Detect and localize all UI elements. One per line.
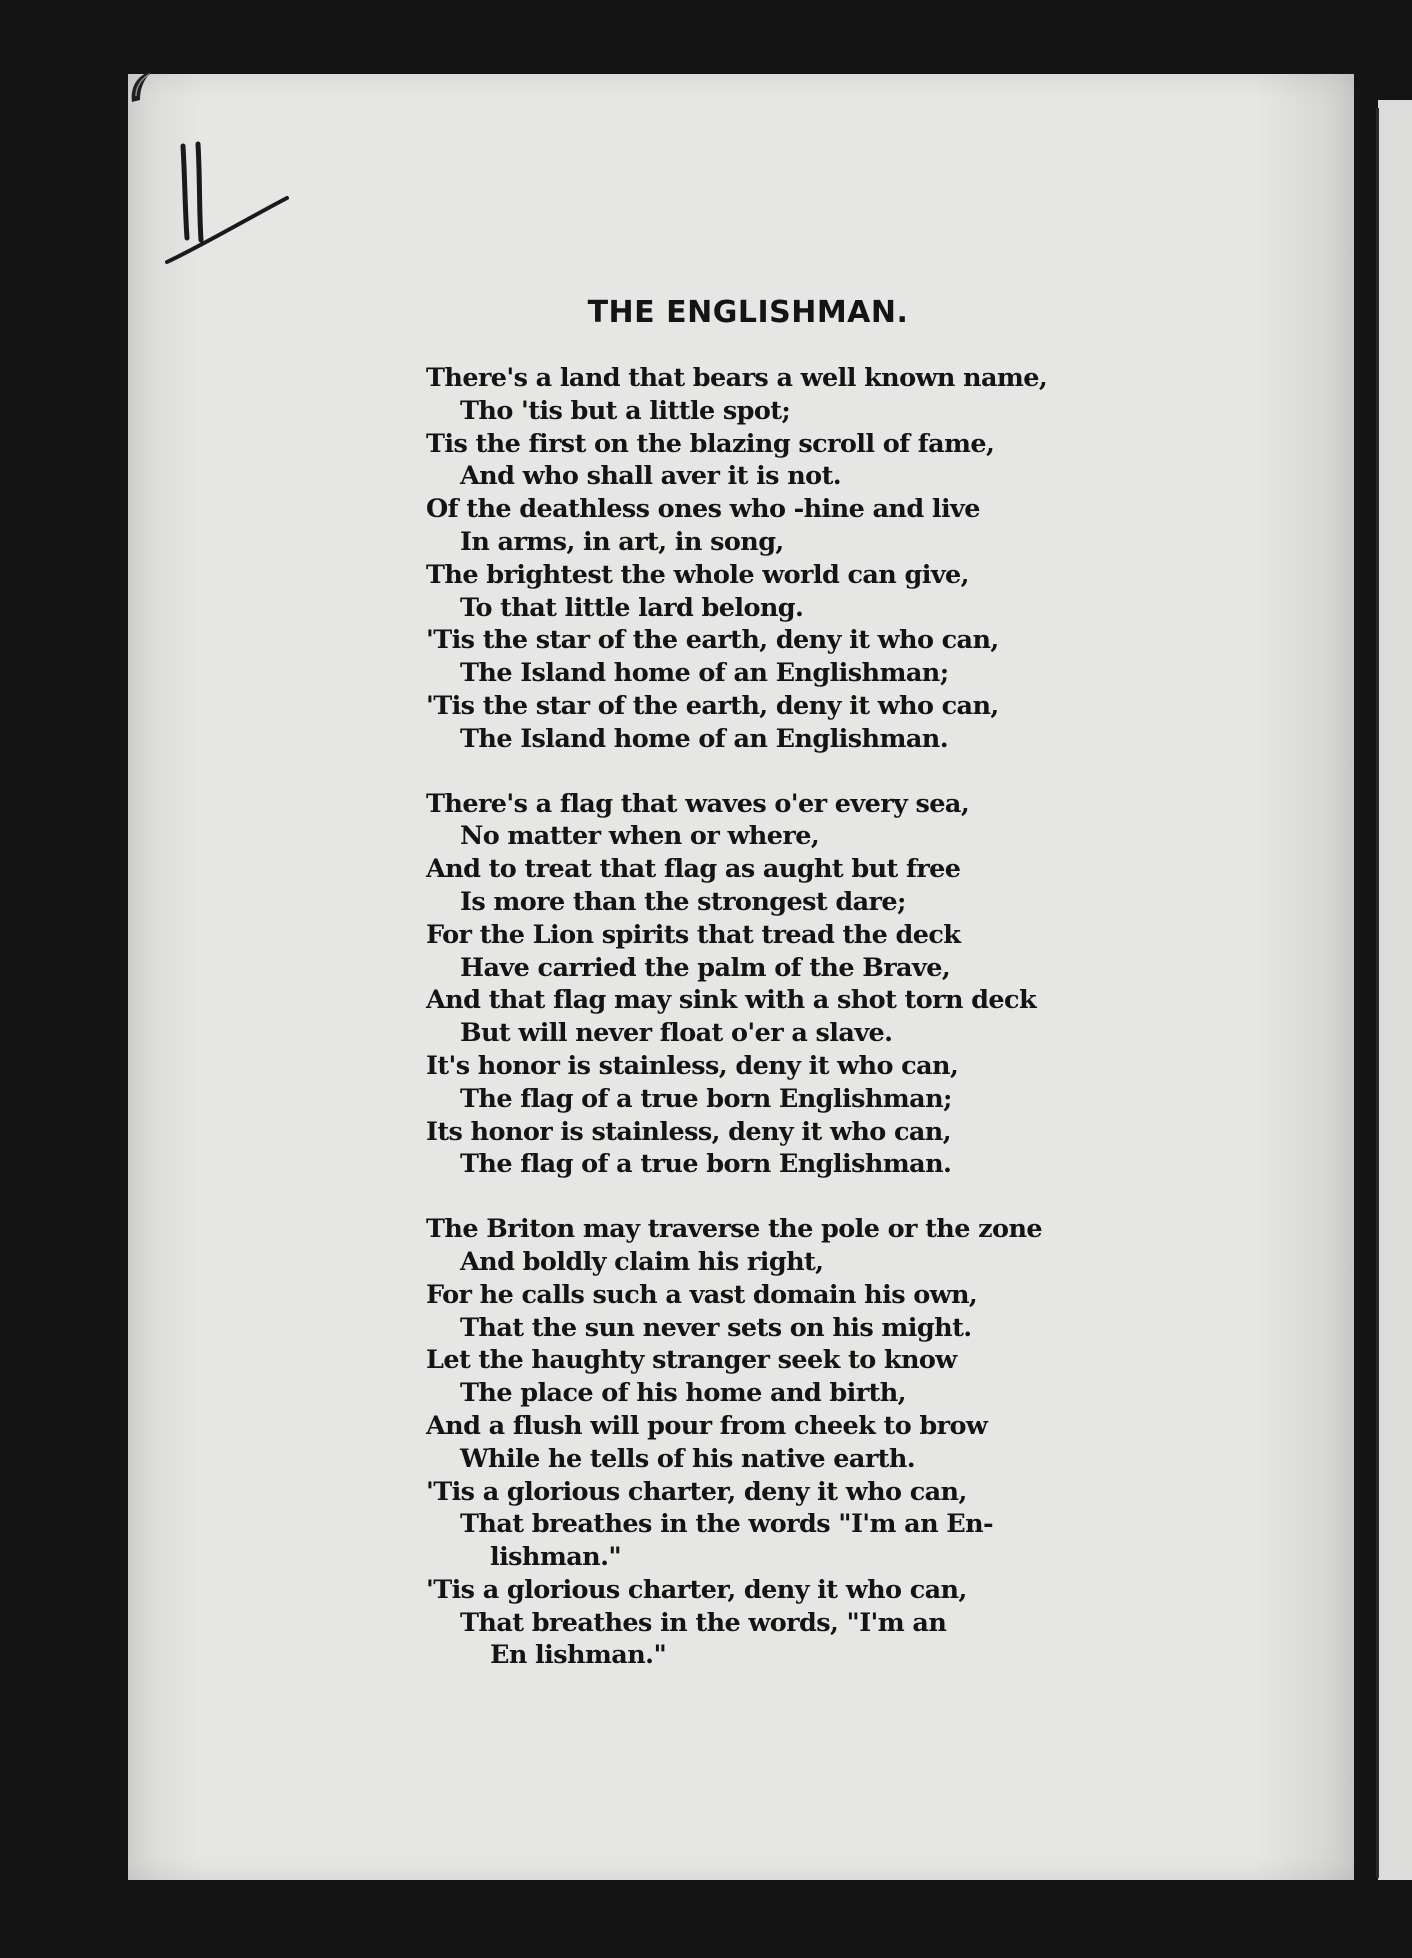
poem-line: 'Tis the star of the earth, deny it who can, [426,625,999,656]
poem-line: Its honor is stainless, deny it who can, [426,1116,952,1147]
poem-line: The place of his home and birth, [460,1378,906,1409]
poem-line: The Briton may traverse the pole or the zone [426,1214,1043,1245]
poem-line: For he calls such a vast domain his own, [426,1279,978,1310]
stanza [426,362,1086,756]
poem-title: THE ENGLISHMAN. [587,295,909,330]
poem-line: In arms, in art, in song, [460,526,784,557]
poem-line: 'Tis the star of the earth, deny it who can, [426,690,999,721]
handwritten-folio-number [165,140,290,275]
poem-line: The brightest the whole world can give, [426,559,969,590]
poem-line: And that flag may sink with a shot torn deck [426,985,1037,1016]
poem-line: Tis the first on the blazing scroll of fame, [426,428,995,459]
poem-line: The flag of a true born Englishman. [460,1149,952,1180]
facing-page-edge [1378,100,1412,1880]
poem-line: There's a land that bears a well known name, [426,363,1048,393]
stanza [426,788,1086,1182]
poem-line: And who shall aver it is not. [460,461,842,492]
poem-line: For the Lion spirits that tread the deck [426,919,961,950]
poem-line: It's honor is stainless, deny it who can, [426,1050,959,1081]
stanza [426,1213,1086,1672]
poem-line: En lishman." [490,1640,667,1671]
poem-line: lishman." [490,1542,622,1573]
poem-line: Have carried the palm of the Brave, [460,952,951,983]
poem-line: While he tells of his native earth. [460,1443,916,1474]
poem-line: Of the deathless ones who -hine and live [426,494,980,525]
poem-line: The Island home of an Englishman; [460,658,949,689]
poem-body [426,362,1086,1704]
poem-line: 'Tis a glorious charter, deny it who can, [426,1476,967,1507]
poem-line: Tho 'tis but a little spot; [460,395,791,426]
page-corner-curl [128,66,158,106]
poem-line: That breathes in the words, "I'm an [460,1607,947,1638]
poem-line: The flag of a true born Englishman; [460,1083,952,1114]
poem-line: And to treat that flag as aught but free [426,854,961,885]
poem-line: There's a flag that waves o'er every sea, [426,788,970,819]
binding-gutter [1376,108,1379,1878]
poem-line: That the sun never sets on his might. [460,1312,972,1343]
poem-line: No matter when or where, [460,821,820,852]
poem-line: Let the haughty stranger seek to know [426,1345,957,1376]
poem-line: And boldly claim his right, [460,1246,824,1277]
poem-line: But will never float o'er a slave. [460,1018,893,1049]
poem-line: 'Tis a glorious charter, deny it who can, [426,1574,967,1605]
poem-line: And a flush will pour from cheek to brow [426,1410,988,1441]
poem-line: To that little lard belong. [460,592,804,623]
poem-line: Is more than the strongest dare; [460,886,906,917]
poem-line: The Island home of an Englishman. [460,723,948,754]
poem-line: That breathes in the words "I'm an En- [460,1509,994,1540]
